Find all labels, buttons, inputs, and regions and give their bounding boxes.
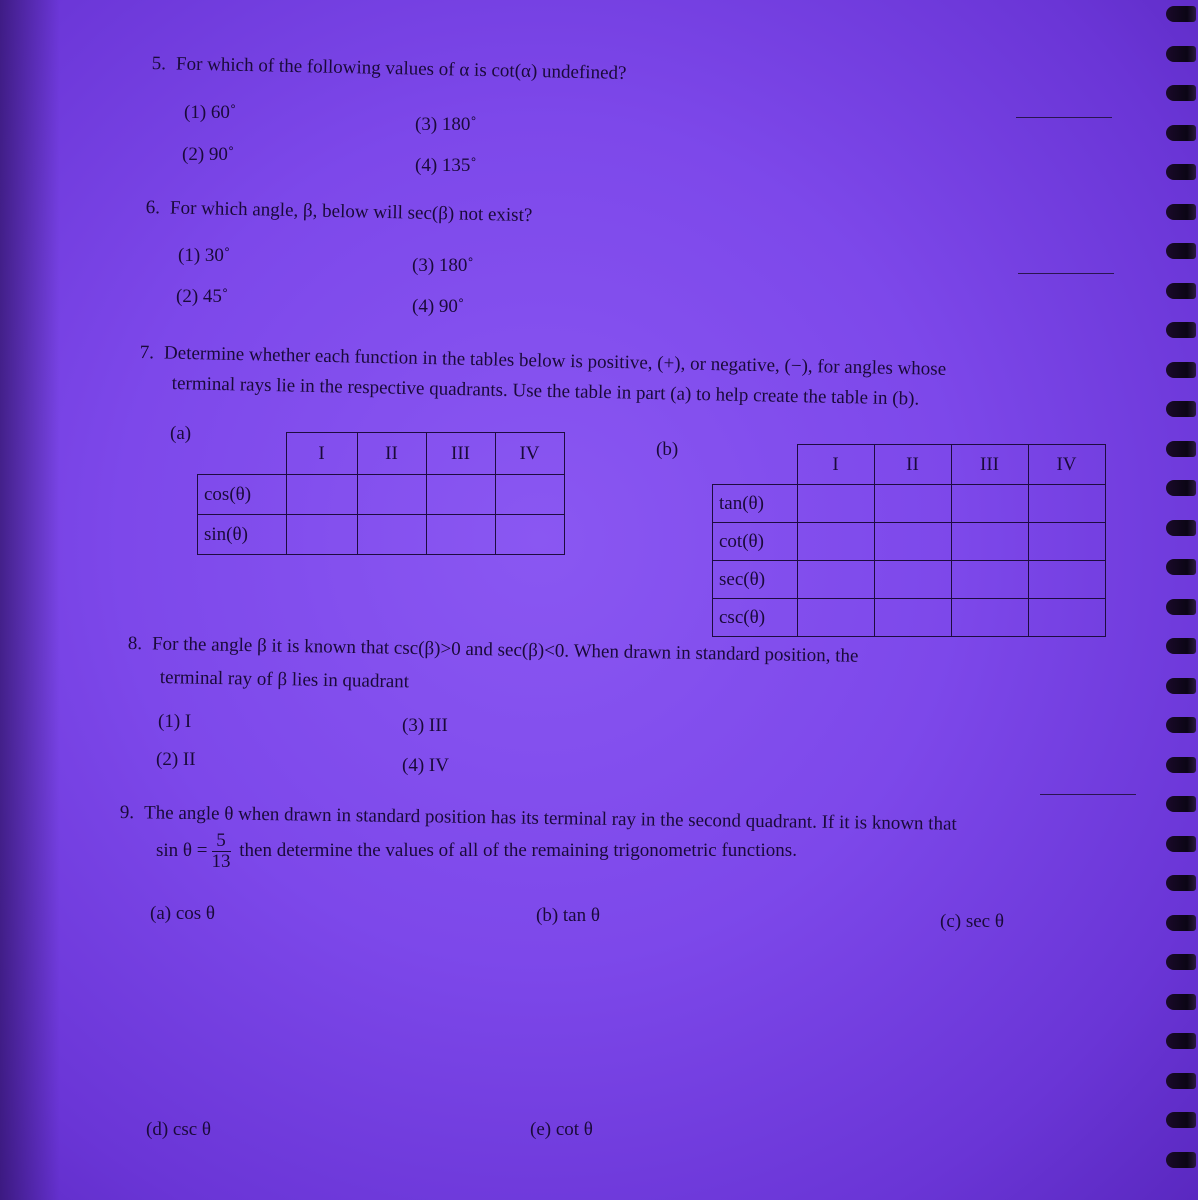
table-b-cell[interactable]: [1028, 561, 1105, 599]
question-9-text-1: The angle θ when drawn in standard position has its terminal ray in the second quadrant. If it is known that: [143, 802, 957, 835]
table-b-row-label: sec(θ): [713, 561, 798, 599]
table-b-row-cot: [713, 523, 1106, 561]
q9-part-b: (b) tan θ: [536, 905, 600, 926]
table-a-corner: [198, 433, 287, 475]
table-a-cell[interactable]: [495, 475, 564, 515]
q8-choice-1: (1) I: [158, 711, 192, 732]
q9-part-e: (e) cot θ: [530, 1119, 593, 1140]
question-8-number: 8.: [127, 633, 143, 655]
fraction-numerator: 5: [212, 831, 231, 852]
table-a-cell[interactable]: [426, 475, 495, 515]
question-9-number: 9.: [119, 802, 135, 824]
q5-choice-4: (4) 135˚: [415, 155, 477, 176]
question-7-line-1: [140, 343, 947, 379]
q8-choice-3: (3) III: [402, 715, 448, 736]
table-a-header-q2: II: [357, 433, 426, 475]
question-5-text: For which of the following values of α is cot(α) undefined?: [175, 53, 627, 84]
table-b-row-label: cot(θ): [713, 523, 798, 561]
spiral-ring: [1166, 717, 1196, 733]
q5-answer-line[interactable]: [1016, 117, 1112, 118]
table-a-cell[interactable]: [357, 515, 426, 555]
table-a-header-q1: I: [286, 433, 357, 475]
spiral-ring: [1166, 204, 1196, 220]
table-b-cell[interactable]: [874, 599, 951, 637]
spiral-ring: [1166, 994, 1196, 1010]
spiral-ring: [1166, 559, 1196, 575]
spiral-ring: [1166, 678, 1196, 694]
table-a-cell[interactable]: [495, 515, 564, 555]
spiral-ring: [1166, 1033, 1196, 1049]
table-b-header-q1: I: [797, 445, 874, 485]
q5-choice-2: (2) 90˚: [182, 144, 235, 165]
table-b-row-csc: [713, 599, 1106, 637]
spiral-ring: [1166, 520, 1196, 536]
spiral-ring: [1166, 480, 1196, 496]
question-8-line-1: [128, 634, 859, 666]
page-shadow: [0, 0, 60, 1200]
question-8-line-2: terminal ray of β lies in quadrant: [159, 667, 410, 693]
table-b-header-q2: II: [874, 445, 951, 485]
question-6-number: 6.: [145, 197, 161, 219]
spiral-ring: [1166, 757, 1196, 773]
table-a-row-label: cos(θ): [198, 475, 287, 515]
q6-choice-4: (4) 90˚: [412, 296, 465, 317]
table-a-cell[interactable]: [426, 515, 495, 555]
table-a-cell[interactable]: [286, 475, 357, 515]
question-9-text-2: then determine the values of all of the remaining trigonometric functions.: [239, 839, 797, 861]
table-b-corner: [713, 445, 798, 485]
q6-answer-line[interactable]: [1018, 273, 1114, 274]
q8-choice-4: (4) IV: [402, 755, 449, 776]
table-b-cell[interactable]: [951, 485, 1028, 523]
spiral-ring: [1166, 638, 1196, 654]
q5-choice-3: (3) 180˚: [415, 114, 477, 135]
table-b-cell[interactable]: [797, 485, 874, 523]
spiral-ring: [1166, 599, 1196, 615]
spiral-ring: [1166, 283, 1196, 299]
spiral-ring: [1166, 1073, 1196, 1089]
q6-choice-3: (3) 180˚: [412, 255, 474, 276]
q9-part-a: (a) cos θ: [150, 903, 216, 924]
table-a-header-q4: IV: [495, 433, 564, 475]
question-9-line-2: [156, 831, 797, 872]
spiral-ring: [1166, 6, 1196, 22]
table-a-row-cos: [198, 475, 565, 515]
table-a-header-q3: III: [426, 433, 495, 475]
spiral-ring: [1166, 441, 1196, 457]
question-7-number: 7.: [139, 342, 155, 364]
part-b-label: (b): [656, 439, 679, 460]
q5-choice-1: (1) 60˚: [184, 102, 237, 123]
question-5: [152, 54, 627, 83]
spiral-ring: [1166, 243, 1196, 259]
question-9-line-1: [120, 803, 957, 834]
spiral-ring: [1166, 125, 1196, 141]
table-b: [712, 444, 1106, 637]
table-b-cell[interactable]: [951, 523, 1028, 561]
table-b-header-q4: IV: [1028, 445, 1105, 485]
question-6-text: For which angle, β, below will sec(β) not exist?: [169, 197, 533, 227]
table-b-cell[interactable]: [1028, 485, 1105, 523]
spiral-ring: [1166, 796, 1196, 812]
table-b-row-label: tan(θ): [713, 485, 798, 523]
sin-expression: sin θ =: [156, 839, 208, 861]
table-b-cell[interactable]: [797, 523, 874, 561]
spiral-ring: [1166, 954, 1196, 970]
table-a-row-sin: [198, 515, 565, 555]
table-b-row-label: csc(θ): [713, 599, 798, 637]
table-b-cell[interactable]: [797, 561, 874, 599]
spiral-binding: [1162, 0, 1198, 1200]
table-a: [197, 432, 565, 555]
table-b-cell[interactable]: [951, 599, 1028, 637]
fraction-denominator: 13: [211, 850, 231, 872]
spiral-ring: [1166, 1112, 1196, 1128]
spiral-ring: [1166, 46, 1196, 62]
table-b-cell[interactable]: [797, 599, 874, 637]
spiral-ring: [1166, 1152, 1196, 1168]
question-7-text-1: Determine whether each function in the tables below is positive, (+), or negative, (−), for angles whose: [163, 342, 947, 380]
fraction: [212, 831, 231, 872]
table-b-row-tan: [713, 485, 1106, 523]
spiral-ring: [1166, 322, 1196, 338]
spiral-ring: [1166, 915, 1196, 931]
question-5-number: 5.: [151, 53, 167, 75]
table-b-row-sec: [713, 561, 1106, 599]
table-b-cell[interactable]: [874, 561, 951, 599]
table-b-header-q3: III: [951, 445, 1028, 485]
question-8-text-1: For the angle β it is known that csc(β)>0 and sec(β)<0. When drawn in standard position, the: [151, 633, 859, 667]
q8-answer-line[interactable]: [1040, 794, 1136, 795]
table-b-cell[interactable]: [874, 485, 951, 523]
table-b-cell[interactable]: [1028, 599, 1105, 637]
spiral-ring: [1166, 164, 1196, 180]
spiral-ring: [1166, 401, 1196, 417]
question-6: [146, 198, 533, 225]
q9-part-d: (d) csc θ: [146, 1119, 212, 1140]
table-a-cell[interactable]: [286, 515, 357, 555]
table-b-cell[interactable]: [874, 523, 951, 561]
table-a-cell[interactable]: [357, 475, 426, 515]
question-7-line-2: terminal rays lie in the respective quadrants. Use the table in part (a) to help create the table in (b).: [171, 373, 920, 410]
part-a-label: (a): [170, 423, 192, 444]
table-b-cell[interactable]: [951, 561, 1028, 599]
spiral-ring: [1166, 836, 1196, 852]
q6-choice-2: (2) 45˚: [176, 286, 229, 307]
spiral-ring: [1166, 85, 1196, 101]
spiral-ring: [1166, 875, 1196, 891]
q9-part-c: (c) sec θ: [940, 911, 1004, 932]
spiral-ring: [1166, 362, 1196, 378]
table-b-cell[interactable]: [1028, 523, 1105, 561]
table-a-row-label: sin(θ): [198, 515, 287, 555]
q8-choice-2: (2) II: [156, 749, 196, 770]
q6-choice-1: (1) 30˚: [178, 245, 231, 266]
